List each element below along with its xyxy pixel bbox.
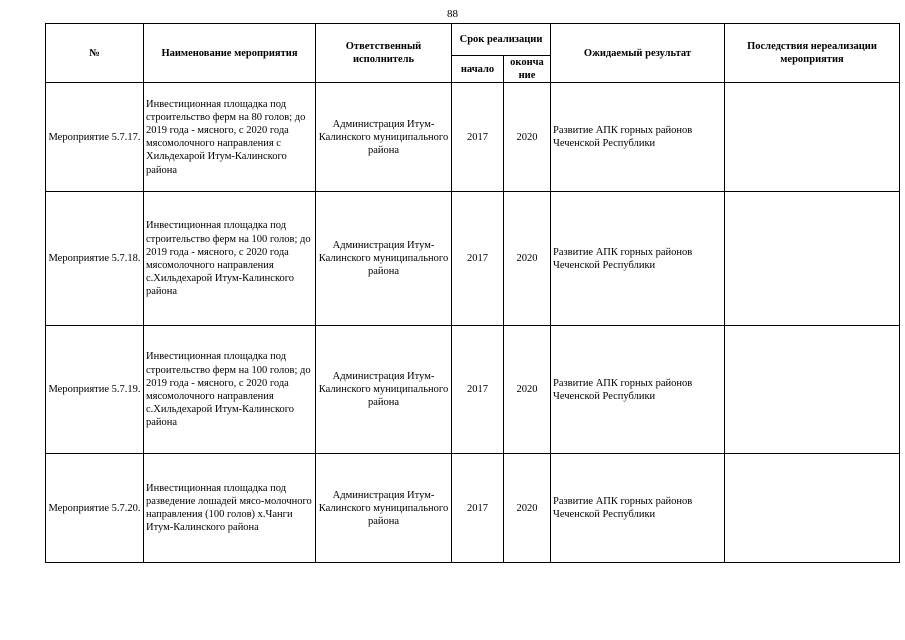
table-row — [46, 326, 900, 454]
row-start-year: 2017 — [452, 326, 504, 454]
row-executor: Администрация Итум-Калинского муниципального района — [316, 454, 452, 563]
row-number: Мероприятие 5.7.17. — [46, 83, 144, 192]
row-end-year: 2020 — [504, 454, 551, 563]
measures-table — [45, 23, 900, 563]
row-number: Мероприятие 5.7.18. — [46, 192, 144, 326]
header-start: начало — [452, 56, 504, 83]
row-name: Инвестиционная площадка под строительство ферм на 100 голов; до 2019 года - мясного, с 2020 года мясомолочного направления с.Хильдехарой Итум-Калинского района — [144, 326, 316, 454]
row-end-year: 2020 — [504, 326, 551, 454]
header-no: № — [46, 24, 144, 83]
header-name: Наименование мероприятия — [144, 24, 316, 83]
row-result: Развитие АПК горных районов Чеченской Республики — [551, 454, 725, 563]
row-name: Инвестиционная площадка под строительство ферм на 80 голов; до 2019 года - мясного, с 2020 года мясомолочного направления с Хильдехарой Итум-Калинского района — [144, 83, 316, 192]
row-result: Развитие АПК горных районов Чеченской Республики — [551, 192, 725, 326]
table-row — [46, 454, 900, 563]
row-consequences — [725, 454, 900, 563]
row-executor: Администрация Итум-Калинского муниципального района — [316, 83, 452, 192]
page-number: 88 — [447, 8, 458, 20]
row-name: Инвестиционная площадка под разведение лошадей мясо-молочного направления (100 голов) х.Чанги Итум-Калинского района — [144, 454, 316, 563]
row-consequences — [725, 83, 900, 192]
row-result: Развитие АПК горных районов Чеченской Республики — [551, 326, 725, 454]
row-executor: Администрация Итум-Калинского муниципального района — [316, 326, 452, 454]
row-consequences — [725, 192, 900, 326]
row-result: Развитие АПК горных районов Чеченской Республики — [551, 83, 725, 192]
row-start-year: 2017 — [452, 454, 504, 563]
row-start-year: 2017 — [452, 83, 504, 192]
table-row — [46, 192, 900, 326]
header-result: Ожидаемый результат — [551, 24, 725, 83]
row-end-year: 2020 — [504, 192, 551, 326]
row-name: Инвестиционная площадка под строительство ферм на 100 голов; до 2019 года - мясного, с 2020 года мясомолочного направления с.Хильдехарой Итум-Калинского района — [144, 192, 316, 326]
table-row — [46, 83, 900, 192]
header-consequences: Последствия нереализации мероприятия — [725, 24, 900, 83]
header-executor: Ответственный исполнитель — [316, 24, 452, 83]
header-term: Срок реализации — [452, 24, 551, 56]
row-end-year: 2020 — [504, 83, 551, 192]
header-end: оконча ние — [504, 56, 551, 83]
row-number: Мероприятие 5.7.20. — [46, 454, 144, 563]
row-start-year: 2017 — [452, 192, 504, 326]
row-executor: Администрация Итум-Калинского муниципального района — [316, 192, 452, 326]
row-consequences — [725, 326, 900, 454]
row-number: Мероприятие 5.7.19. — [46, 326, 144, 454]
